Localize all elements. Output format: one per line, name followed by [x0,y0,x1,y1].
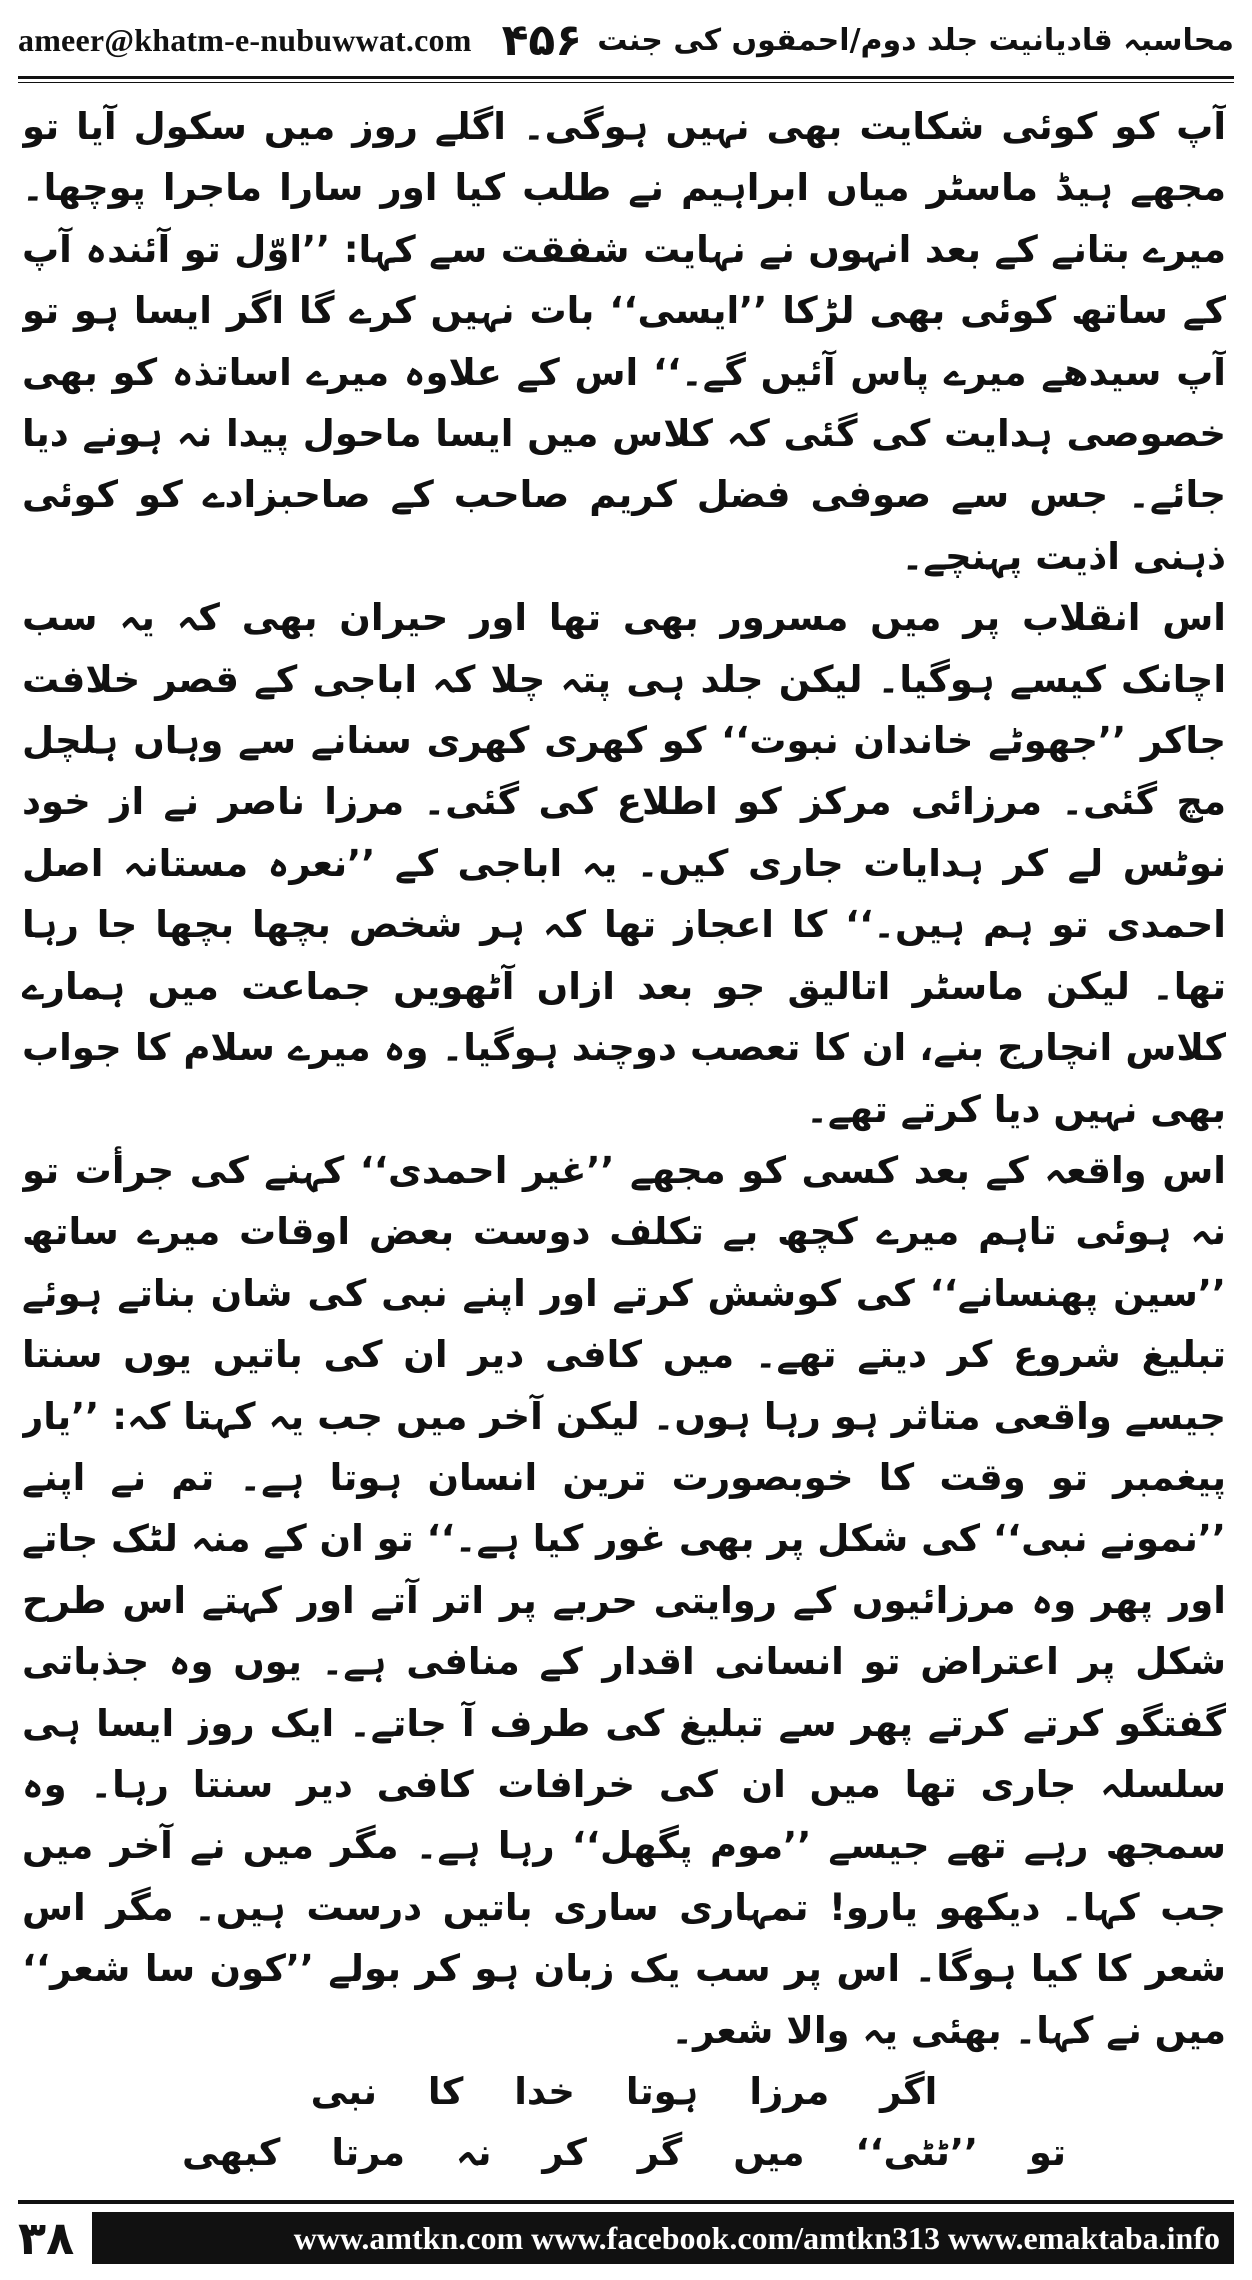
paragraph-1: آپ کو کوئی شکایت بھی نہیں ہوگی۔ اگلے روز میں سکول آیا تو مجھے ہیڈ ماسٹر میاں ابراہیم نے طلب کیا اور سارا ماجرا پوچھا۔ میرے بتانے کے بعد انہوں نے نہایت شفقت سے کہا: ’’اوّل تو آئندہ آپ کے ساتھ کوئی بھی لڑکا ’’ایسی‘‘ بات نہیں کرے گا اگر ایسا ہو تو آپ سیدھے میرے پاس آئیں گے۔‘‘ اس کے علاوہ میرے اساتذہ کو بھی خصوصی ہدایت کی گئی کہ کلاس میں ایسا ماحول پیدا نہ ہونے دیا جائے۔ جس سے صوفی فضل کریم صاحب کے صاحبزادے کو کوئی ذہنی اذیت پہنچے۔ [22,105,1226,578]
header-divider [18,76,1234,83]
page-header [18,10,1234,70]
page-body [22,96,1226,2184]
header-page-number: ۴۵۶ [501,14,583,66]
page-footer [18,2208,1234,2268]
footer-divider [18,2200,1234,2204]
header-email: ameer@khatm-e-nubuwwat.com [18,21,472,58]
poem-line-1: اگر مرزا ہوتا خدا کا نبی [310,2070,938,2113]
poem-line-2: تو ’’ٹٹی‘‘ میں گر کر نہ مرتا کبھی [181,2131,1067,2175]
paragraph-2: اس انقلاب پر میں مسرور بھی تھا اور حیران بھی کہ یہ سب اچانک کیسے ہوگیا۔ لیکن جلد ہی پتہ چلا کہ اباجی کے قصر خلافت جاکر ’’جھوٹے خاندان نبوت‘‘ کو کھری کھری سنانے سے وہاں ہلچل مچ گئی۔ مرزائی مرکز کو اطلاع کی گئی۔ مرزا ناصر نے از خود نوٹس لے کر ہدایات جاری کیں۔ یہ اباجی کے ’’نعرہ مستانہ اصل احمدی تو ہم ہیں۔‘‘ کا اعجاز تھا کہ ہر شخص بچھا بچھا جا رہا تھا۔ لیکن ماسٹر اتالیق جو بعد ازاں آٹھویں جماعت میں ہمارے کلاس انچارج بنے، ان کا تعصب دوچند ہوگیا۔ وہ میرے سلام کا جواب بھی نہیں دیا کرتے تھے۔ [22,596,1226,1131]
footer-website-links: www.amtkn.com www.facebook.com/amtkn313 www.emaktaba.info [92,2212,1234,2264]
paragraph-3: اس واقعہ کے بعد کسی کو مجھے ’’غیر احمدی‘‘ کہنے کی جرأت تو نہ ہوئی تاہم میرے کچھ بے تکلف دوست بعض اوقات میرے ساتھ ’’سین پھنسانے‘‘ کی کوشش کرتے اور اپنے نبی کی شان بناتے ہوئے تبلیغ شروع کر دیتے تھے۔ میں کافی دیر ان کی باتیں یوں سنتا جیسے واقعی متاثر ہو رہا ہوں۔ لیکن آخر میں جب یہ کہتا کہ: ’’یار پیغمبر تو وقت کا خوبصورت ترین انسان ہوتا ہے۔ تم نے اپنے ’’نمونے نبی‘‘ کی شکل پر بھی غور کیا ہے۔‘‘ تو ان کے منہ لٹک جاتے اور پھر وہ مرزائیوں کے روایتی حربے پر اتر آتے اور کہتے اس طرح شکل پر اعتراض تو انسانی اقدار کے منافی ہے۔ یوں وہ جذباتی گفتگو کرتے کرتے پھر سے تبلیغ کی طرف آ جاتے۔ ایک روز ایسا ہی سلسلہ جاری تھا میں ان کی خرافات کافی دیر سنتا رہا۔ وہ سمجھ رہے تھے جیسے ’’موم پگھل‘‘ رہا ہے۔ مگر میں نے آخر میں جب کہا۔ دیکھو یارو! تمہاری ساری باتیں درست ہیں۔ مگر اس شعر کا کیا ہوگا۔ اس پر سب یک زبان ہو کر بولے ’’کون سا شعر‘‘ میں نے کہا۔ بھئی یہ والا شعر۔ [22,1148,1226,2052]
poem-couplet [22,2061,1226,2184]
header-book-title: محاسبہ قادیانیت جلد دوم/احمقوں کی جنت [597,22,1234,58]
footer-page-number: ۳۸ [18,2211,75,2265]
